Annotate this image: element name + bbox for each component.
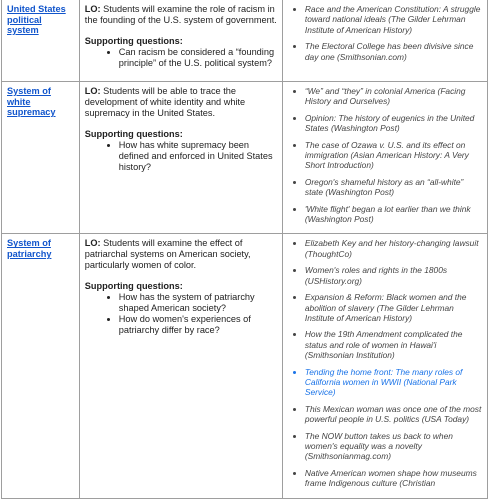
supporting-questions-label: Supporting questions: bbox=[84, 36, 183, 46]
lo-label: LO: bbox=[84, 86, 101, 96]
resource-item: • How the 19th Amendment complicated the status and role of women in Hawai'i (Smithsonian Institution) bbox=[305, 329, 482, 360]
lo-label: LO: bbox=[84, 238, 101, 249]
objective-cell bbox=[79, 234, 282, 498]
questions-list bbox=[85, 47, 277, 69]
learning-objective bbox=[85, 4, 277, 26]
resource-link-item[interactable]: • Tending the home front: The many roles of California women in WWII (National Park Service) bbox=[305, 367, 482, 398]
resources-cell bbox=[282, 82, 487, 234]
topic-link[interactable]: System of white supremacy bbox=[7, 86, 56, 118]
lo-text: Students will examine the effect of patriarchal systems on American society, particularly women of color. bbox=[84, 238, 251, 271]
questions-list bbox=[85, 140, 277, 173]
resources-cell bbox=[282, 0, 487, 82]
resources-cell bbox=[282, 234, 487, 498]
table-row bbox=[2, 234, 488, 498]
resources-list bbox=[288, 86, 482, 224]
table-row bbox=[2, 82, 488, 234]
questions-list bbox=[85, 292, 277, 336]
resource-item: • Native American women shape how museums frame Indigenous culture (Christian bbox=[305, 468, 482, 489]
topic-link[interactable]: System of patriarchy bbox=[7, 238, 52, 260]
resource-item: • 'White flight' began a lot earlier than we think (Washington Post) bbox=[305, 204, 482, 225]
topic-cell bbox=[2, 0, 80, 82]
supporting-questions-label: Supporting questions: bbox=[84, 129, 183, 139]
learning-objective bbox=[85, 86, 277, 119]
objective-cell bbox=[79, 82, 282, 234]
curriculum-table bbox=[1, 0, 488, 499]
question-item: • Can racism be considered a “founding principle” of the U.S. political system? bbox=[119, 47, 277, 69]
resource-item: • Women's roles and rights in the 1800s (USHistory.org) bbox=[305, 265, 482, 286]
lo-text: Students will be able to trace the development of white identity and white supremacy in the United States. bbox=[84, 86, 246, 118]
resources-list bbox=[288, 4, 482, 62]
resource-item: • This Mexican woman was once one of the most powerful people in U.S. politics (USA Today) bbox=[305, 404, 482, 425]
table-row bbox=[2, 0, 488, 82]
resource-item: • “We” and “they” in colonial America (Facing History and Ourselves) bbox=[305, 86, 482, 107]
topic-link[interactable]: United States political system bbox=[7, 4, 66, 36]
resource-item: • The NOW button takes us back to when women's equality was a novelty (Smithsonianmag.com) bbox=[305, 431, 482, 462]
resource-item: • Oregon's shameful history as an “all-white” state (Washington Post) bbox=[305, 177, 482, 198]
resource-item: • The Electoral College has been divisive since day one (Smithsonian.com) bbox=[305, 41, 482, 62]
resource-item: • Expansion & Reform: Black women and the abolition of slavery (The Gilder Lehrman Institute of American History) bbox=[305, 292, 482, 323]
resource-item: • Opinion: The history of eugenics in the United States (Washington Post) bbox=[305, 113, 482, 134]
question-item: • How has white supremacy been defined and enforced in United States history? bbox=[119, 140, 277, 173]
resource-item: • The case of Ozawa v. U.S. and its effect on immigration (Asian American History: A Very Short Introduction) bbox=[305, 140, 482, 171]
resource-item: • Elizabeth Key and her history-changing lawsuit (ThoughtCo) bbox=[305, 238, 482, 259]
resources-list bbox=[288, 238, 482, 488]
lo-text: Students will examine the role of racism in the founding of the U.S. system of government. bbox=[84, 4, 277, 25]
lo-label: LO: bbox=[84, 4, 101, 14]
question-item: • How has the system of patriarchy shaped American society? bbox=[119, 292, 277, 314]
supporting-questions-label: Supporting questions: bbox=[84, 281, 183, 292]
topic-cell bbox=[2, 82, 80, 234]
topic-cell bbox=[2, 234, 80, 498]
learning-objective bbox=[85, 238, 277, 271]
question-item: • How do women's experiences of patriarchy differ by race? bbox=[119, 314, 277, 336]
resource-item: • Race and the American Constitution: A struggle toward national ideals (The Gilder Lehrman Institute of American History) bbox=[305, 4, 482, 35]
objective-cell bbox=[79, 0, 282, 82]
